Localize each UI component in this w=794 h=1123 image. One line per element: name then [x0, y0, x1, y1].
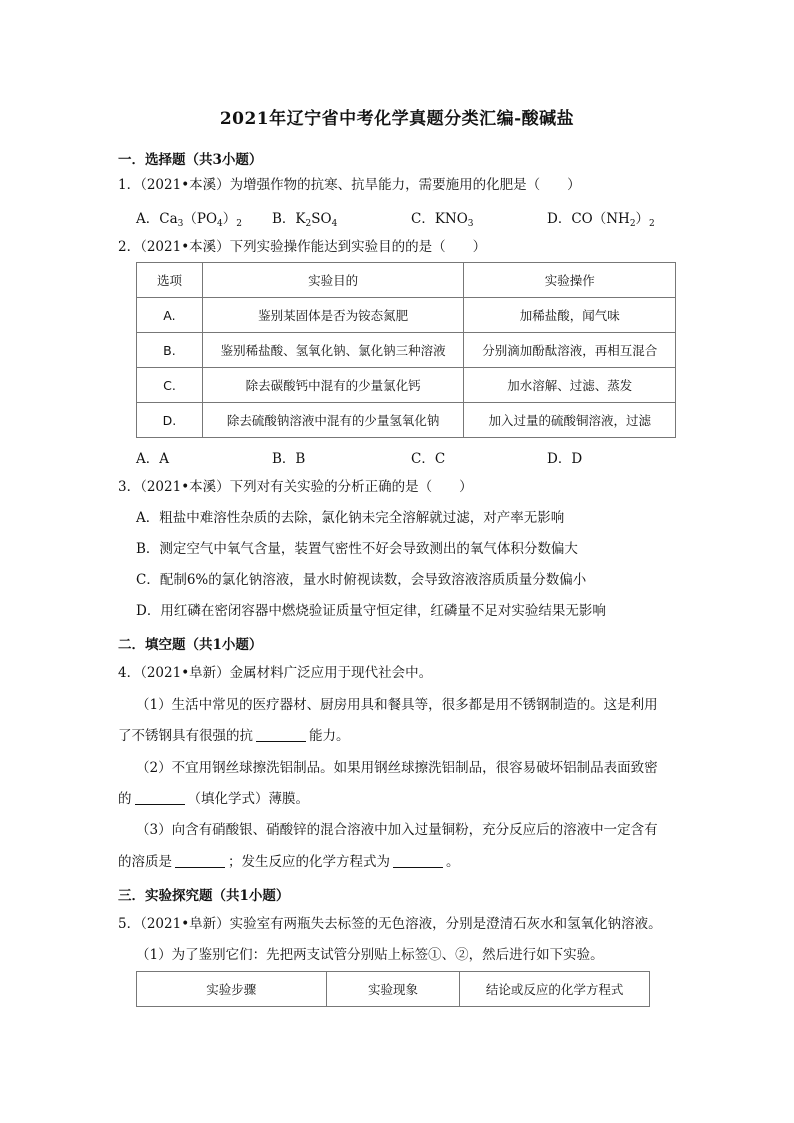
q5-part-1: （1）为了鉴别它们：先把两支试管分别贴上标签①、②，然后进行如下实验。 [136, 947, 604, 963]
answer-blank[interactable] [393, 854, 443, 868]
q4-part-3-line-2: 的溶质是 ；发生反应的化学方程式为 。 [118, 854, 460, 870]
q2-option-d: D．D [547, 451, 583, 467]
q1-option-d: D．$CO(NH_2)_2$ [547, 211, 655, 229]
table-cell: 鉴别某固体是否为铵态氮肥 [202, 298, 464, 333]
q1-option-b: B．$K_2SO_4$ [272, 211, 338, 229]
q2-table [136, 262, 676, 438]
q4-part-3-line-1: （3）向含有硝酸银、硝酸锌的混合溶液中加入过量铜粉，充分反应后的溶液中一定含有 [136, 822, 658, 838]
q4-part-2-line-1: （2）不宜用钢丝球擦洗铝制品。如果用钢丝球擦洗铝制品，很容易破坏铝制品表面致密 [136, 760, 658, 776]
table-cell: 除去硫酸钠溶液中混有的少量氢氧化钠 [202, 403, 464, 438]
q1-option-a: A．$Ca_3(PO_4)_2$ [136, 211, 242, 229]
section-heading-fill: 二．填空题（共1小题） [118, 637, 263, 653]
section-heading-experiment: 三．实验探究题（共1小题） [118, 888, 290, 904]
section-heading-choice: 一．选择题（共3小题） [118, 152, 263, 168]
table-cell: 加稀盐酸，闻气味 [464, 298, 676, 333]
table-row [137, 368, 676, 403]
q1-option-c: C．$KNO_3$ [411, 211, 474, 229]
table-header-cell: 实验现象 [326, 972, 460, 1007]
table-row [137, 403, 676, 438]
q4-part-1-line-1: （1）生活中常见的医疗器材、厨房用具和餐具等，很多都是用不锈钢制造的。这是利用 [136, 697, 658, 713]
question-2-stem: 2．（2021•本溪）下列实验操作能达到实验目的的是（ ） [118, 239, 487, 255]
q4-part-1-line-2: 了不锈钢具有很强的抗 能力。 [118, 728, 350, 744]
table-header-cell: 实验目的 [202, 263, 464, 298]
table-header-row [137, 263, 676, 298]
table-row [137, 298, 676, 333]
question-3-stem: 3．（2021•本溪）下列对有关实验的分析正确的是（ ） [118, 479, 473, 495]
question-4-stem: 4．（2021•阜新）金属材料广泛应用于现代社会中。 [118, 665, 433, 681]
question-1-stem: 1．（2021•本溪）为增强作物的抗寒、抗旱能力，需要施用的化肥是（ ） [118, 177, 581, 193]
q3-option-d: D．用红磷在密闭容器中燃烧验证质量守恒定律，红磷量不足对实验结果无影响 [136, 603, 606, 619]
q2-option-a: A．A [136, 451, 169, 467]
q2-option-b: B．B [272, 451, 306, 467]
table-row [137, 333, 676, 368]
table-cell: 加入过量的硫酸铜溶液，过滤 [464, 403, 676, 438]
table-header-row [137, 972, 650, 1007]
table-header-cell: 结论或反应的化学方程式 [460, 972, 650, 1007]
table-header-cell: 实验操作 [464, 263, 676, 298]
table-cell: 分别滴加酚酞溶液，再相互混合 [464, 333, 676, 368]
table-cell: 鉴别稀盐酸、氢氧化钠、氯化钠三种溶液 [202, 333, 464, 368]
q3-option-a: A．粗盐中难溶性杂质的去除，氯化钠未完全溶解就过滤，对产率无影响 [136, 510, 565, 526]
q3-option-c: C．配制6%的氯化钠溶液，量水时俯视读数，会导致溶液溶质质量分数偏小 [136, 572, 587, 588]
q4-part-2-line-2: 的 （填化学式）薄膜。 [118, 791, 309, 807]
q2-option-c: C．C [411, 451, 446, 467]
table-cell: A. [137, 298, 203, 333]
table-cell: D. [137, 403, 203, 438]
q5-table [136, 971, 650, 1007]
table-header-cell: 选项 [137, 263, 203, 298]
answer-blank[interactable] [256, 728, 306, 742]
q3-option-b: B．测定空气中氧气含量，装置气密性不好会导致测出的氧气体积分数偏大 [136, 541, 578, 557]
table-header-cell: 实验步骤 [137, 972, 327, 1007]
answer-blank[interactable] [175, 854, 225, 868]
table-cell: 除去碳酸钙中混有的少量氯化钙 [202, 368, 464, 403]
table-cell: 加水溶解、过滤、蒸发 [464, 368, 676, 403]
question-5-stem: 5．（2021•阜新）实验室有两瓶失去标签的无色溶液，分别是澄清石灰水和氢氧化钠溶液。 [118, 916, 662, 932]
answer-blank[interactable] [135, 791, 185, 805]
table-cell: B. [137, 333, 203, 368]
table-cell: C. [137, 368, 203, 403]
page-title: 2021年辽宁省中考化学真题分类汇编-酸碱盐 [219, 109, 575, 129]
